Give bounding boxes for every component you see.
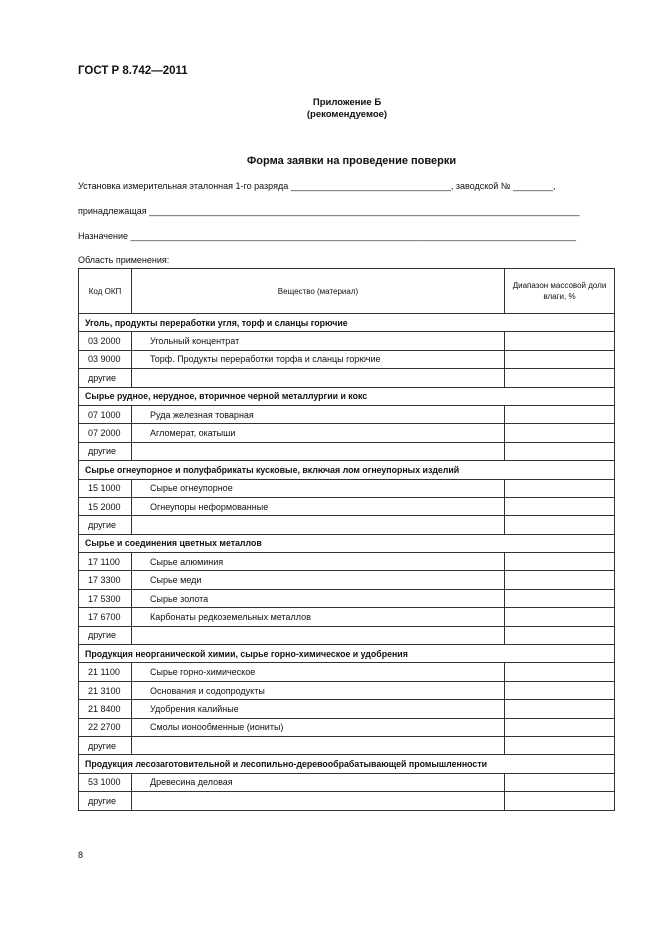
substance-cell	[132, 736, 505, 754]
moisture-range-cell	[505, 608, 615, 626]
substance-cell: Сырье огнеупорное	[132, 479, 505, 497]
okp-code-cell: другие	[79, 442, 132, 460]
substance-cell: Сырье горно-химическое	[132, 663, 505, 681]
moisture-range-cell	[505, 497, 615, 515]
moisture-range-cell	[505, 571, 615, 589]
table-row	[79, 350, 615, 368]
table-row	[79, 736, 615, 754]
okp-code-cell: 15 2000	[79, 497, 132, 515]
moisture-range-cell	[505, 516, 615, 534]
moisture-range-cell	[505, 589, 615, 607]
substance-cell: Огнеупоры неформованные	[132, 497, 505, 515]
table-row	[79, 479, 615, 497]
moisture-range-cell	[505, 405, 615, 423]
owner-line: принадлежащая ______________________________________________________________________________________	[78, 206, 580, 216]
okp-code-cell: 53 1000	[79, 773, 132, 791]
substance-cell	[132, 516, 505, 534]
section-row	[79, 755, 615, 773]
substance-cell	[132, 442, 505, 460]
table-row	[79, 332, 615, 350]
table-row	[79, 626, 615, 644]
header-moisture-range: Диапазон массовой доли влаги, %	[505, 269, 615, 314]
okp-code-cell: 17 6700	[79, 608, 132, 626]
table-body	[79, 314, 615, 811]
okp-code-cell: 03 2000	[79, 332, 132, 350]
substance-cell: Руда железная товарная	[132, 405, 505, 423]
section-title: Сырье и соединения цветных металлов	[79, 534, 615, 552]
section-row	[79, 314, 615, 332]
application-table	[78, 268, 615, 811]
moisture-range-cell	[505, 479, 615, 497]
table-row	[79, 681, 615, 699]
moisture-range-cell	[505, 369, 615, 387]
moisture-range-cell	[505, 626, 615, 644]
table-row	[79, 516, 615, 534]
substance-cell: Удобрения калийные	[132, 700, 505, 718]
table-row	[79, 700, 615, 718]
moisture-range-cell	[505, 442, 615, 460]
okp-code-cell: 07 1000	[79, 405, 132, 423]
substance-cell: Торф. Продукты переработки торфа и сланцы горючие	[132, 350, 505, 368]
table-row	[79, 442, 615, 460]
substance-cell: Смолы ионообменные (иониты)	[132, 718, 505, 736]
header-substance: Вещество (материал)	[132, 269, 505, 314]
okp-code-cell: другие	[79, 736, 132, 754]
substance-cell: Угольный концентрат	[132, 332, 505, 350]
moisture-range-cell	[505, 792, 615, 810]
table-row	[79, 553, 615, 571]
appendix-heading	[0, 97, 661, 121]
table-row	[79, 718, 615, 736]
table-row	[79, 424, 615, 442]
substance-cell: Сырье золота	[132, 589, 505, 607]
moisture-range-cell	[505, 681, 615, 699]
substance-cell: Основания и содопродукты	[132, 681, 505, 699]
section-title: Сырье огнеупорное и полуфабрикаты кусковые, включая лом огнеупорных изделий	[79, 461, 615, 479]
substance-cell: Карбонаты редкоземельных металлов	[132, 608, 505, 626]
table-row	[79, 663, 615, 681]
moisture-range-cell	[505, 736, 615, 754]
moisture-range-cell	[505, 663, 615, 681]
table-row	[79, 497, 615, 515]
section-title: Уголь, продукты переработки угля, торф и сланцы горючие	[79, 314, 615, 332]
okp-code-cell: 17 3300	[79, 571, 132, 589]
substance-cell: Сырье алюминия	[132, 553, 505, 571]
substance-cell: Древесина деловая	[132, 773, 505, 791]
okp-code-cell: 21 8400	[79, 700, 132, 718]
table-row	[79, 369, 615, 387]
moisture-range-cell	[505, 424, 615, 442]
appendix-title: Приложение Б	[312, 97, 382, 108]
table-row	[79, 773, 615, 791]
okp-code-cell: другие	[79, 516, 132, 534]
table-row	[79, 608, 615, 626]
okp-code-cell: 07 2000	[79, 424, 132, 442]
substance-cell	[132, 369, 505, 387]
section-row	[79, 534, 615, 552]
table-row	[79, 589, 615, 607]
okp-code-cell: 22 2700	[79, 718, 132, 736]
section-title: Продукция неорганической химии, сырье горно-химическое и удобрения	[79, 645, 615, 663]
okp-code-cell: другие	[79, 369, 132, 387]
section-row	[79, 387, 615, 405]
section-title: Сырье рудное, нерудное, вторичное черной металлургии и кокс	[79, 387, 615, 405]
okp-code-cell: 15 1000	[79, 479, 132, 497]
document-code: ГОСТ Р 8.742—2011	[78, 65, 188, 77]
substance-cell: Сырье меди	[132, 571, 505, 589]
moisture-range-cell	[505, 773, 615, 791]
application-area-label: Область применения:	[78, 255, 170, 265]
moisture-range-cell	[505, 332, 615, 350]
moisture-range-cell	[505, 350, 615, 368]
section-row	[79, 461, 615, 479]
okp-code-cell: 21 3100	[79, 681, 132, 699]
form-title: Форма заявки на проведение поверки	[246, 155, 457, 167]
appendix-subtitle: (рекомендуемое)	[306, 109, 388, 120]
table-row	[79, 792, 615, 810]
okp-code-cell: 21 1100	[79, 663, 132, 681]
section-row	[79, 645, 615, 663]
okp-code-cell: 17 1100	[79, 553, 132, 571]
installation-line: Установка измерительная эталонная 1-го разряда ________________________________, заводской № ________,	[78, 181, 556, 191]
table-header-row	[79, 269, 615, 314]
substance-cell	[132, 626, 505, 644]
substance-cell: Агломерат, окатыши	[132, 424, 505, 442]
moisture-range-cell	[505, 718, 615, 736]
moisture-range-cell	[505, 553, 615, 571]
moisture-range-cell	[505, 700, 615, 718]
page-number: 8	[78, 850, 84, 860]
table-row	[79, 571, 615, 589]
table-row	[79, 405, 615, 423]
okp-code-cell: 03 9000	[79, 350, 132, 368]
okp-code-cell: 17 5300	[79, 589, 132, 607]
section-title: Продукция лесозаготовительной и лесопильно-деревообрабатывающей промышленности	[79, 755, 615, 773]
substance-cell	[132, 792, 505, 810]
okp-code-cell: другие	[79, 792, 132, 810]
purpose-line: Назначение _________________________________________________________________________________________	[78, 231, 576, 241]
okp-code-cell: другие	[79, 626, 132, 644]
header-okp-code: Код ОКП	[79, 269, 132, 314]
